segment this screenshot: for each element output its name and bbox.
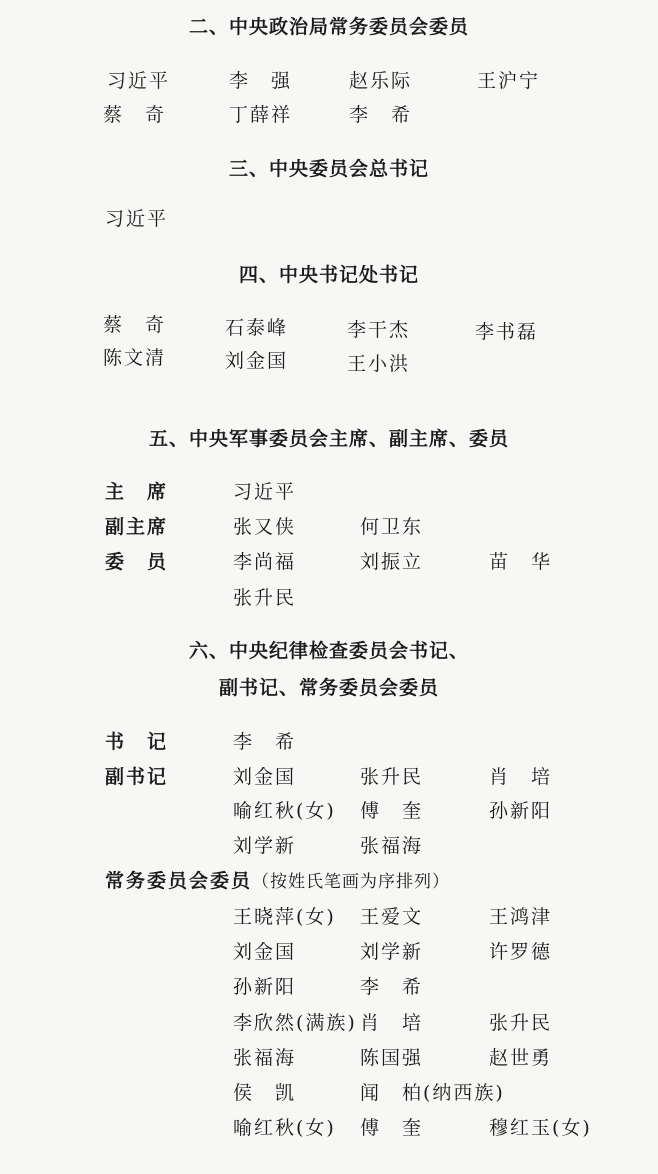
member-name: 赵乐际 xyxy=(349,70,413,92)
member-name: 王小洪 xyxy=(347,353,411,375)
member-name: 李欣然(满族) xyxy=(233,1012,357,1034)
member-name: 李 希 xyxy=(233,731,297,753)
standing-committee-label: 常务委员会委员 xyxy=(105,870,253,892)
member-name: 李 希 xyxy=(360,976,424,998)
member-name: 刘金国 xyxy=(233,941,297,963)
member-name: 侯 凯 xyxy=(233,1082,297,1104)
member-name: 王鸿津 xyxy=(489,906,553,928)
member-name: 刘金国 xyxy=(225,350,289,372)
member-name: 何卫东 xyxy=(360,516,424,538)
member-name: 喻红秋(女) xyxy=(233,800,336,822)
member-name: 陈国强 xyxy=(360,1047,424,1069)
section-4-heading: 四、中央书记处书记 xyxy=(238,264,419,286)
member-name: 张福海 xyxy=(233,1047,297,1069)
section-2-heading: 二、中央政治局常务委员会委员 xyxy=(188,16,469,38)
member-name: 孙新阳 xyxy=(233,976,297,998)
member-name: 赵世勇 xyxy=(489,1047,553,1069)
member-name: 李尚福 xyxy=(233,551,297,573)
member-name: 孙新阳 xyxy=(489,800,553,822)
member-name: 刘振立 xyxy=(360,551,424,573)
role-label-chair: 主 席 xyxy=(105,481,169,503)
member-name: 李 希 xyxy=(349,104,413,126)
section-6-heading-line2: 副书记、常务委员会委员 xyxy=(218,677,439,699)
member-name: 丁薛祥 xyxy=(229,104,293,126)
member-name: 张又侠 xyxy=(233,516,297,538)
role-label-standing-committee xyxy=(105,866,450,893)
member-name: 张升民 xyxy=(233,587,297,609)
role-label-deputy-secretary: 副书记 xyxy=(105,766,169,788)
section-5-heading: 五、中央军事委员会主席、副主席、委员 xyxy=(148,428,509,450)
member-name: 肖 培 xyxy=(489,766,553,788)
section-6-heading-line1: 六、中央纪律检查委员会书记、 xyxy=(188,640,469,662)
member-name: 陈文清 xyxy=(103,347,167,369)
member-name: 张福海 xyxy=(360,835,424,857)
member-name: 傅 奎 xyxy=(360,800,424,822)
member-name: 刘金国 xyxy=(233,766,297,788)
member-name: 张升民 xyxy=(360,766,424,788)
member-name: 许罗德 xyxy=(489,941,553,963)
member-name: 肖 培 xyxy=(360,1012,424,1034)
member-name: 喻红秋(女) xyxy=(233,1117,336,1139)
ordering-note: （按姓氏笔画为序排列） xyxy=(252,872,451,892)
member-name: 傅 奎 xyxy=(360,1117,424,1139)
member-name: 王爱文 xyxy=(360,906,424,928)
member-name: 石泰峰 xyxy=(225,317,289,339)
role-label-secretary: 书 记 xyxy=(105,731,169,753)
member-name: 蔡 奇 xyxy=(103,314,167,336)
section-3-heading: 三、中央委员会总书记 xyxy=(228,158,429,180)
member-name: 张升民 xyxy=(489,1012,553,1034)
member-name: 穆红玉(女) xyxy=(489,1117,592,1139)
member-name: 习近平 xyxy=(105,208,169,230)
member-name: 刘学新 xyxy=(233,835,297,857)
role-label-members: 委 员 xyxy=(105,551,169,573)
member-name: 李干杰 xyxy=(347,319,411,341)
member-name: 王晓萍(女) xyxy=(233,906,336,928)
role-label-vice-chair: 副主席 xyxy=(105,516,169,538)
member-name: 苗 华 xyxy=(489,551,553,573)
member-name: 李 强 xyxy=(229,70,293,92)
member-name: 王沪宁 xyxy=(477,70,541,92)
member-name: 蔡 奇 xyxy=(103,104,167,126)
member-name: 习近平 xyxy=(233,481,297,503)
member-name: 习近平 xyxy=(107,70,171,92)
member-name: 刘学新 xyxy=(360,941,424,963)
member-name: 闻 柏(纳西族) xyxy=(360,1082,505,1104)
member-name: 李书磊 xyxy=(475,321,539,343)
